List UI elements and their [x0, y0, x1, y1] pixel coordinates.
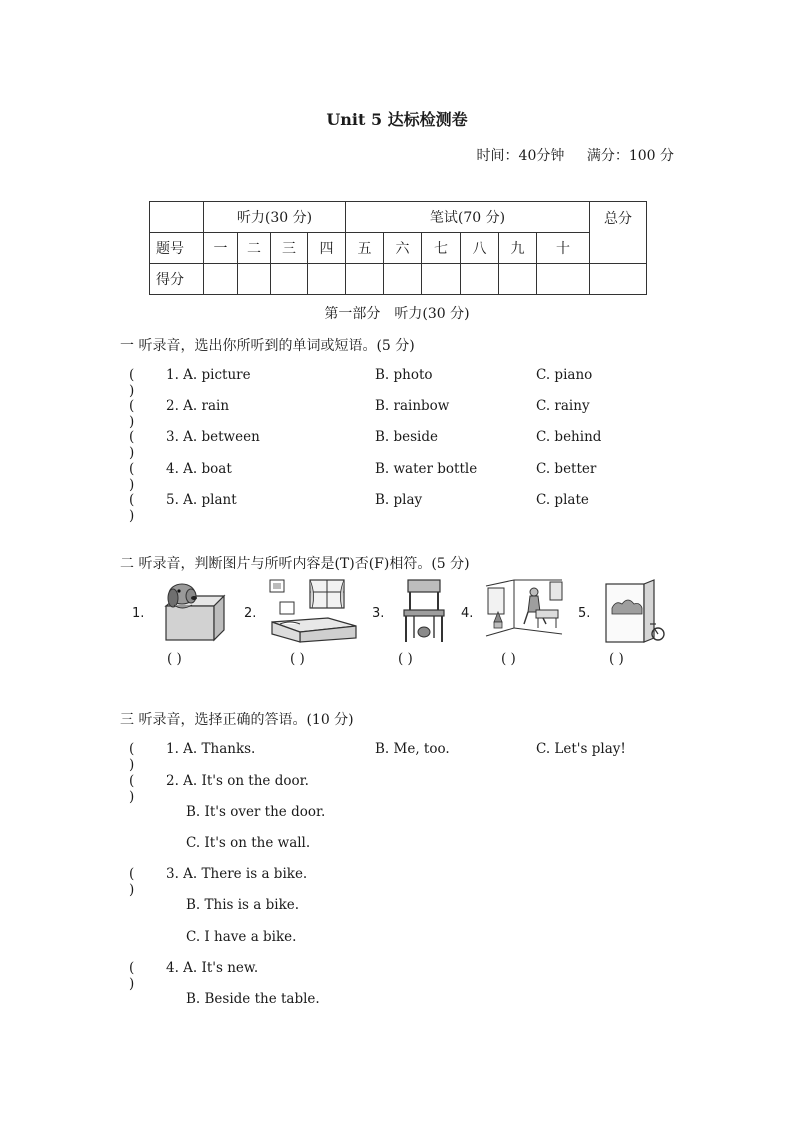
option-c: C. better: [536, 461, 597, 477]
answer-paren[interactable]: ( ): [129, 773, 135, 805]
score-table-total: 总分: [590, 202, 647, 264]
answer-paren[interactable]: ( ): [398, 651, 413, 667]
answer-paren[interactable]: ( ): [129, 398, 135, 430]
option-a: 3. A. between: [166, 429, 260, 445]
score-table-row-score: 得分: [150, 264, 204, 295]
score-table: [149, 201, 647, 295]
answer-paren[interactable]: ( ): [129, 866, 135, 898]
score-cell[interactable]: [271, 264, 308, 295]
exam-time: 时间：40分钟: [476, 148, 565, 164]
answer-paren[interactable]: ( ): [167, 651, 182, 667]
score-table-num: 一: [204, 233, 238, 264]
answer-paren[interactable]: ( ): [129, 492, 135, 524]
part-title: 第一部分 听力(30 分): [324, 306, 470, 322]
picture-number: 3.: [372, 606, 385, 621]
score-table-num: 九: [499, 233, 537, 264]
exam-title: Unit 5 达标检测卷: [326, 110, 468, 129]
answer-paren[interactable]: ( ): [290, 651, 305, 667]
option-a: 2. A. rain: [166, 398, 230, 414]
option-c: C. behind: [536, 429, 602, 445]
section3-title: 三 听录音，选择正确的答语。(10 分): [120, 712, 354, 728]
score-cell[interactable]: [422, 264, 461, 295]
answer-paren[interactable]: ( ): [129, 741, 135, 773]
option-b: B. play: [375, 492, 423, 508]
section2-title: 二 听录音，判断图片与所听内容是(T)否(F)相符。(5 分): [120, 556, 470, 572]
picture-number: 4.: [461, 606, 474, 621]
option-a: 4. A. boat: [166, 461, 232, 477]
score-cell[interactable]: [346, 264, 384, 295]
picture-number: 2.: [244, 606, 257, 621]
option-b: B. Beside the table.: [186, 991, 320, 1007]
section1-title: 一 听录音，选出你所听到的单词或短语。(5 分): [120, 338, 415, 354]
score-table-num: 八: [461, 233, 499, 264]
score-cell[interactable]: [204, 264, 238, 295]
dog-in-box-picture: [152, 578, 232, 644]
score-table-num: 七: [422, 233, 461, 264]
option-c: C. piano: [536, 367, 593, 383]
score-cell[interactable]: [461, 264, 499, 295]
option-b: B. This is a bike.: [186, 897, 300, 913]
exam-meta: [459, 145, 674, 165]
answer-paren[interactable]: ( ): [129, 461, 135, 493]
option-a: 5. A. plant: [166, 492, 237, 508]
score-cell[interactable]: [384, 264, 422, 295]
score-cell[interactable]: [308, 264, 346, 295]
score-table-num: 三: [271, 233, 308, 264]
room-with-person-picture: [484, 578, 564, 644]
answer-paren[interactable]: ( ): [129, 367, 135, 399]
option-b: B. water bottle: [375, 461, 478, 477]
option-b: B. It's over the door.: [186, 804, 326, 820]
score-table-listening: 听力(30 分): [204, 202, 346, 233]
option-c: C. rainy: [536, 398, 590, 414]
score-cell[interactable]: [499, 264, 537, 295]
option-a: 4. A. It's new.: [166, 960, 259, 976]
bedroom-window-picture: [266, 578, 358, 644]
answer-paren[interactable]: ( ): [129, 960, 135, 992]
option-b: B. photo: [375, 367, 433, 383]
answer-paren[interactable]: ( ): [609, 651, 624, 667]
score-cell[interactable]: [537, 264, 590, 295]
picture-number: 5.: [578, 606, 591, 621]
score-cell[interactable]: [238, 264, 271, 295]
score-table-corner: [150, 202, 204, 233]
picture-number: 1.: [132, 606, 145, 621]
score-table-num: 四: [308, 233, 346, 264]
option-c: C. It's on the wall.: [186, 835, 311, 851]
option-a: 1. A. picture: [166, 367, 251, 383]
chair-picture: [398, 578, 450, 644]
score-table-num: 二: [238, 233, 271, 264]
option-a: 3. A. There is a bike.: [166, 866, 308, 882]
option-c: C. I have a bike.: [186, 929, 297, 945]
option-a: 2. A. It's on the door.: [166, 773, 309, 789]
score-table-num: 六: [384, 233, 422, 264]
exam-full-score: 满分：100 分: [586, 148, 674, 164]
option-b: B. rainbow: [375, 398, 450, 414]
option-c: C. plate: [536, 492, 589, 508]
score-table-num: 五: [346, 233, 384, 264]
answer-paren[interactable]: ( ): [501, 651, 516, 667]
option-b: B. Me, too.: [375, 741, 450, 757]
answer-paren[interactable]: ( ): [129, 429, 135, 461]
option-a: 1. A. Thanks.: [166, 741, 256, 757]
door-bike-picture: [602, 578, 668, 644]
score-table-num: 十: [537, 233, 590, 264]
option-b: B. beside: [375, 429, 439, 445]
option-c: C. Let's play!: [536, 741, 626, 757]
score-table-row-number: 题号: [150, 233, 204, 264]
score-table-writing: 笔试(70 分): [346, 202, 590, 233]
score-cell-total[interactable]: [590, 264, 647, 295]
